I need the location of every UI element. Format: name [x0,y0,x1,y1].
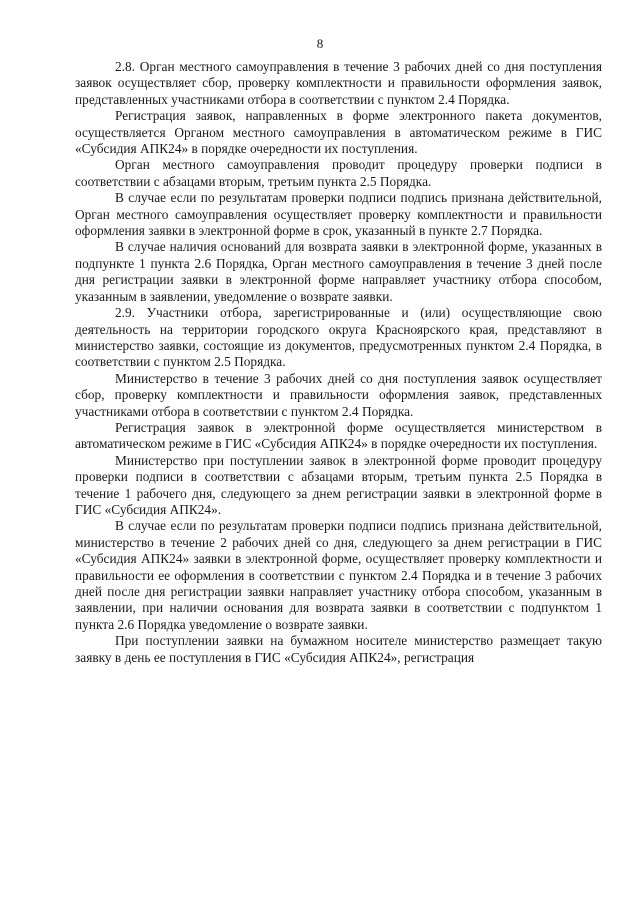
page-number: 8 [316,36,324,51]
paragraph-registration-ministry: Регистрация заявок в электронной форме осуществляется министерством в автоматическом режиме в ГИС «Субсидия АПК24» в порядке очередности их поступления. [75,419,602,452]
paragraph-2-9: 2.9. Участники отбора, зарегистрированные и (или) осуществляющие свою деятельность на территории городского округа Красноярского края, представляют в министерство заявки, состоящие из документов, предусмотренных пунктом 2.4 Порядка, в соответствии с пунктом 2.5 Порядка. [75,305,602,370]
paragraph-ministry-collection: Министерство в течение 3 рабочих дней со дня поступления заявок осуществляет сбор, проверку комплектности и правильности оформления заявок, представленных участниками отбора в соответствии с пунктом 2.4 Порядка. [75,370,602,419]
paragraph-registration-municipal: Регистрация заявок, направленных в форме электронного пакета документов, осуществляется Органом местного самоуправления в автоматическом режиме в ГИС «Субсидия АПК24» в порядке очередности их поступления. [75,108,602,157]
paragraph-signature-valid-ministry: В случае если по результатам проверки подписи подпись признана действительной, министерство в течение 2 рабочих дней со дня, следующего за днем регистрации в ГИС «Субсидия АПК24» заявки в электронной форме, осуществляет проверку комплектности и правильности ее оформления в соответствии с пунктом 2.4 Порядка и в течение 3 рабочих дней после дня регистрации заявки направляет участнику отбора способом, указанным в заявлении, при наличии основания для возврата заявки в соответствии с подпунктом 1 пункта 2.6 Порядка уведомление о возврате заявки. [75,518,602,632]
paragraph-paper-submission: При поступлении заявки на бумажном носителе министерство размещает такую заявку в день ее поступления в ГИС «Субсидия АПК24», регистрация [75,633,602,665]
paragraph-signature-check-municipal: Орган местного самоуправления проводит процедуру проверки подписи в соответствии с абзацами вторым, третьим пункта 2.5 Порядка. [75,157,602,189]
paragraph-signature-check-ministry: Министерство при поступлении заявок в электронной форме проводит процедуру проверки подписи в соответствии с абзацами вторым, третьим пункта 2.5 Порядка в течение 1 рабочего дня, следующего за днем регистрации заявки в электронной форме в ГИС «Субсидия АПК24». [75,452,602,517]
document-body [75,59,602,666]
paragraph-return-municipal: В случае наличия оснований для возврата заявки в электронной форме, указанных в подпункте 1 пункта 2.6 Порядка, Орган местного самоуправления в течение 3 дней после дня регистрации заявки в электронной форме направляет участнику отбора способом, указанным в заявлении, уведомление о возврате заявки. [75,239,602,304]
paragraph-signature-valid-municipal: В случае если по результатам проверки подписи подпись признана действительной, Орган местного самоуправления осуществляет проверку комплектности и правильности оформления заявки в электронной форме в срок, указанный в пункте 2.7 Порядка. [75,190,602,239]
paragraph-2-8: 2.8. Орган местного самоуправления в течение 3 рабочих дней со дня поступления заявок осуществляет сбор, проверку комплектности и правильности оформления заявок, представленных участниками отбора в соответствии с пунктом 2.4 Порядка. [75,59,602,107]
